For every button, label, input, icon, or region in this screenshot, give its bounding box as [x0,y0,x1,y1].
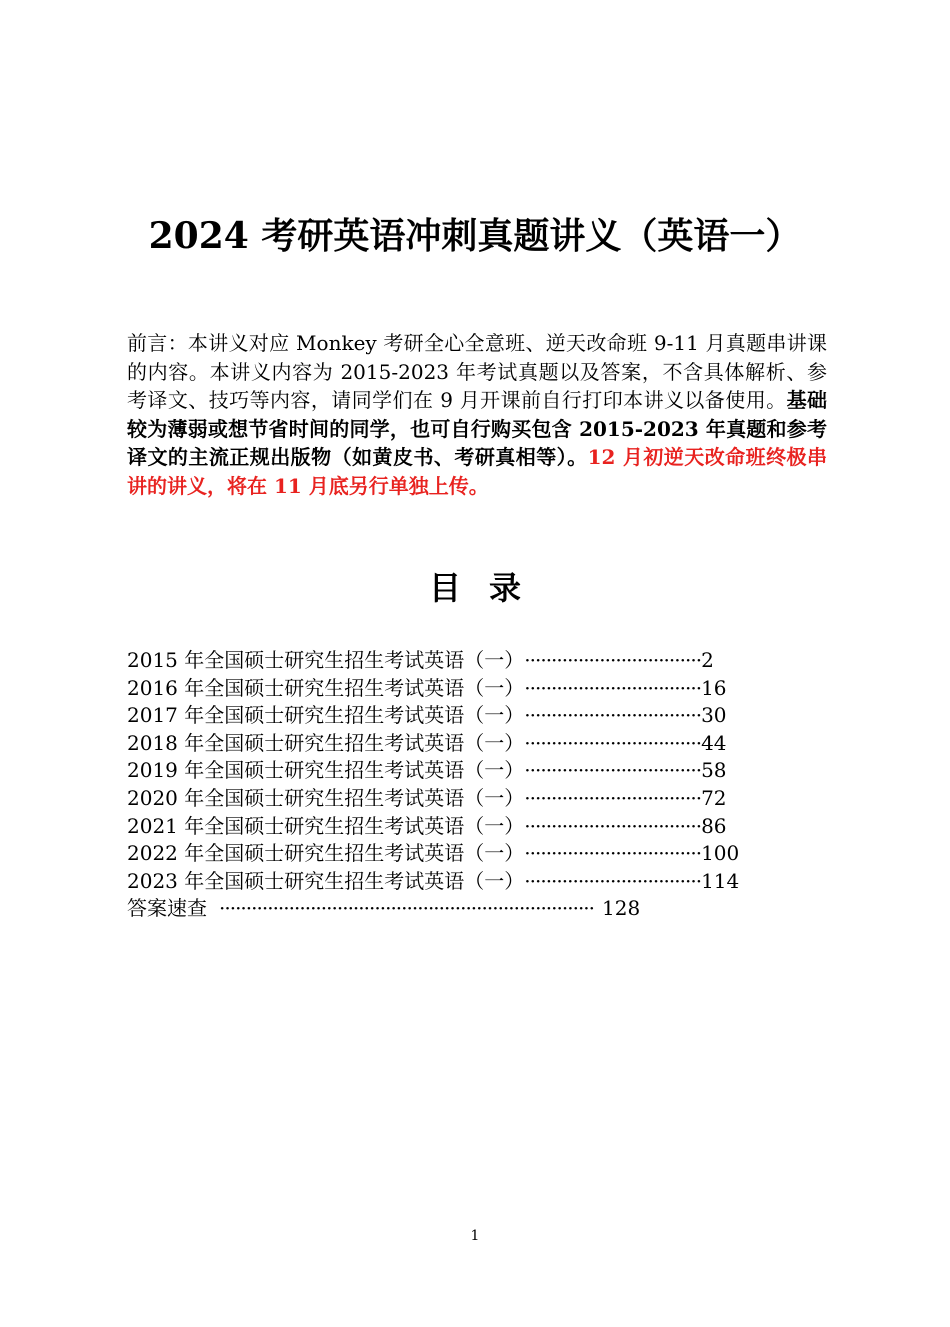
toc-dot-leader: ································· [524,648,702,672]
page-number: 1 [470,1228,480,1244]
toc-entry[interactable] [127,868,827,896]
preface-red-text: 12 月初逆天改命班终极串讲的讲义，将在 11 月底另行单独上传。 [127,445,828,498]
toc-entry[interactable] [127,757,827,785]
toc-entry-title: 2017 年全国硕士研究生招生考试英语（一） [127,703,525,728]
toc-entry-page: 128 [602,896,641,921]
toc-entry-page: 44 [701,730,727,755]
toc-entry-page: 58 [701,758,727,783]
toc-entry[interactable] [127,813,827,841]
toc-entry-title: 2022 年全国硕士研究生招生考试英语（一） [127,841,525,866]
toc-entry[interactable] [127,785,827,813]
toc-dot-leader: ································· [524,868,702,893]
toc-entry-page: 16 [701,675,727,700]
toc-dot-leader: ································· [524,841,702,866]
toc-entry[interactable] [127,840,827,868]
toc-entry-page: 86 [701,813,727,838]
toc-entry-title: 2015 年全国硕士研究生招生考试英语（一） [127,648,525,672]
toc-entry-page: 2 [701,648,714,672]
toc-entry-answer-key[interactable] [127,895,827,923]
toc-dot-leader: ································· [524,730,702,755]
toc-entry[interactable] [127,675,827,703]
toc-entry-title: 2018 年全国硕士研究生招生考试英语（一） [127,730,525,755]
toc-entry-page: 30 [701,703,727,728]
toc-entry[interactable] [127,730,827,758]
preface-bold-text: 基础较为薄弱或想节省时间的同学，也可自行购买包含 2015-2023 年真题和参考译文的主流正规出版物（如黄皮书、考研真相等）。 [127,388,827,469]
toc-dot-leader: ································· [524,703,702,728]
toc-dot-leader: ································· [524,758,702,783]
toc-dot-leader: ······································································ [219,896,595,921]
toc-entry-page: 114 [701,868,740,893]
toc-dot-leader: ································· [524,675,702,700]
toc-entry-title: 2019 年全国硕士研究生招生考试英语（一） [127,758,525,783]
toc-entry-title: 2023 年全国硕士研究生招生考试英语（一） [127,868,525,893]
toc-dot-leader: ································· [524,813,702,838]
preface-normal-text: 前言：本讲义对应 Monkey 考研全心全意班、逆天改命班 9-11 月真题串讲课的内容。本讲义内容为 2015-2023 年考试真题以及答案，不含具体解析、参考译文、技巧等内容，请同学们在 9 月开课前自行打印本讲义以备使用。 [127,331,827,412]
toc-dot-leader: ································· [524,785,702,810]
toc-entry-title: 2016 年全国硕士研究生招生考试英语（一） [127,675,525,700]
toc-entry-title: 2020 年全国硕士研究生招生考试英语（一） [127,785,525,810]
toc-entry-title: 2021 年全国硕士研究生招生考试英语（一） [127,813,525,838]
document-title: 2024 考研英语冲刺真题讲义（英语一） [148,215,802,257]
preface-paragraph [127,329,827,500]
toc-entry[interactable] [127,702,827,730]
toc-entry[interactable] [127,647,827,675]
toc-entry-page: 100 [701,841,740,866]
toc-entry-title: 答案速查 [127,896,207,921]
toc-entry-page: 72 [701,785,727,810]
table-of-contents [127,647,827,923]
toc-heading: 目录 [428,569,549,607]
